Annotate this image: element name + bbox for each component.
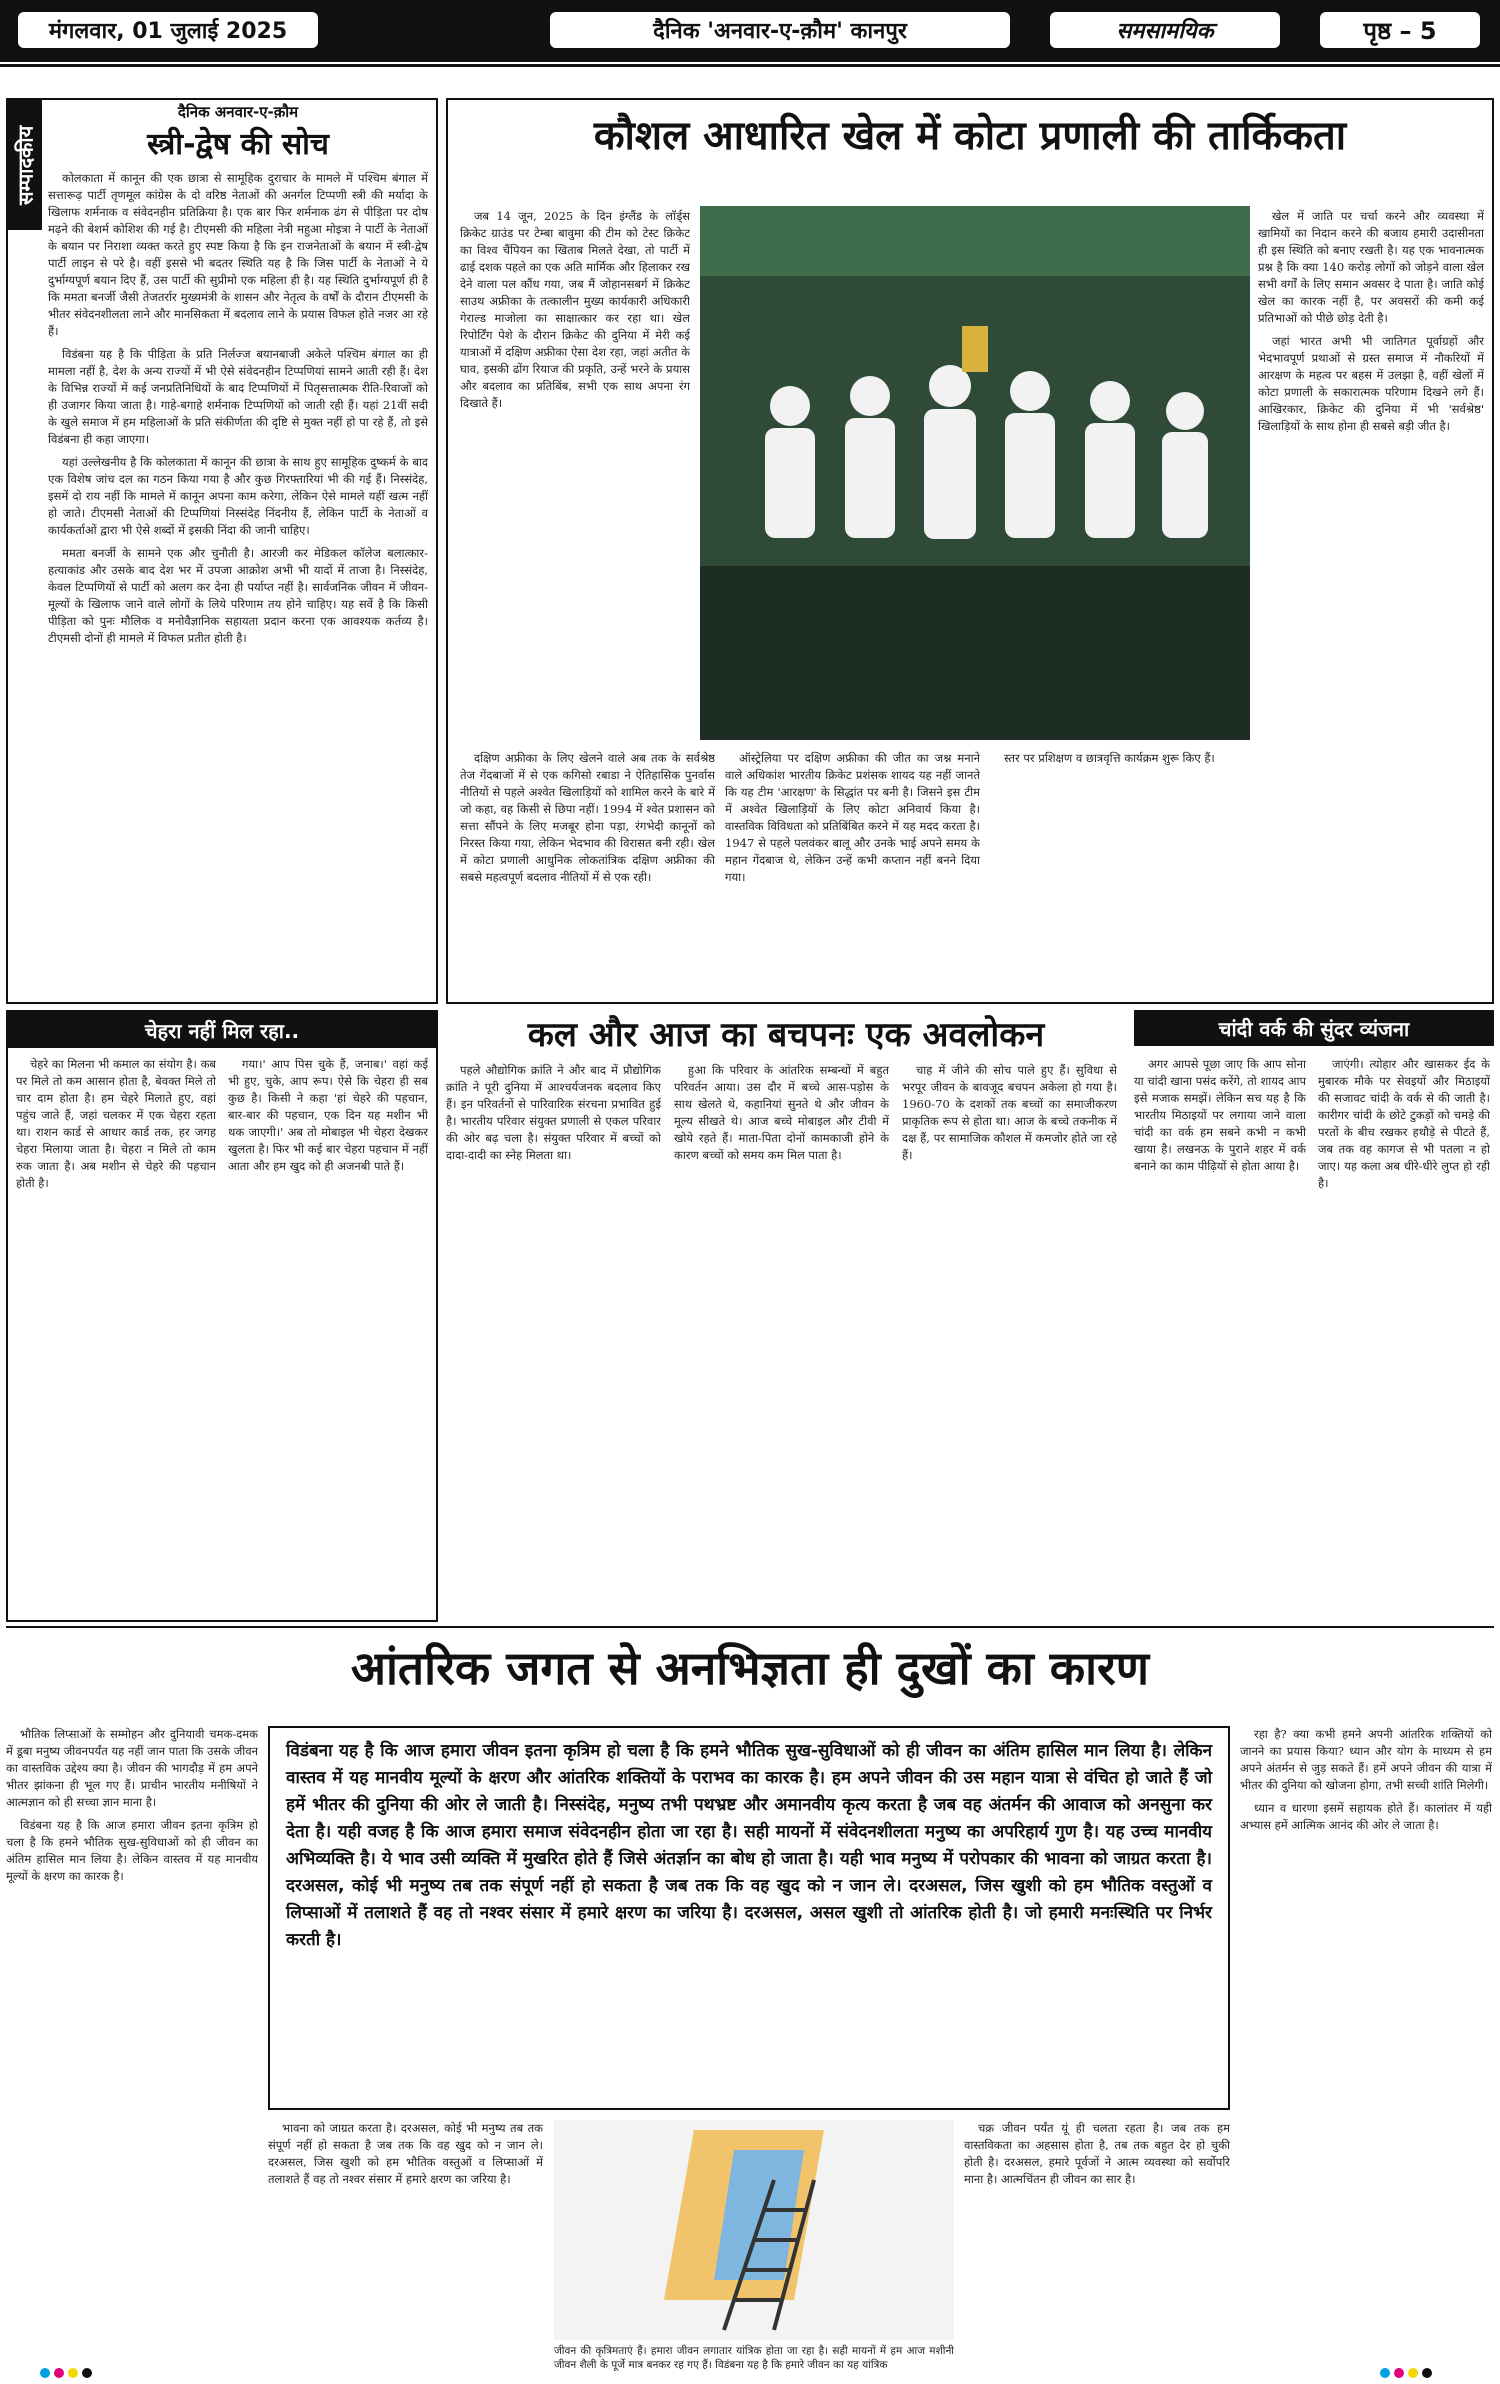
lead-para: दक्षिण अफ्रीका के लिए खेलने वाले अब तक के सर्वश्रेष्ठ तेज गेंदबाजों में से एक कगिसो रबाडा ने ऐतिहासिक पुनर्वास नीतियों से पहले अश्वेत खिलाड़ियों को शामिल करने के बारे में जो कहा, वह किसी से छिपा नहीं। 1994 में श्वेत प्रशासन को सत्ता सौंपने के लिए मजबूर होना पड़ा, रंगभेदी कानूनों को निरस्त किया गया, लेकिन भेदभाव की विरासत बनी रही। खेल में कोटा प्रणाली आधुनिक लोकतांत्रिक दक्षिण अफ्रीका की सबसे महत्वपूर्ण बदलाव नीतियों में से एक रही। bbox=[460, 751, 715, 884]
trophy-celebration-image bbox=[700, 206, 1250, 740]
issue-date: मंगलवार, 01 जुलाई 2025 bbox=[18, 12, 318, 48]
silver-headline: चांदी वर्क की सुंदर व्यंजना bbox=[1134, 1010, 1494, 1046]
face-story-box bbox=[6, 1010, 438, 1622]
silver-story bbox=[1134, 1010, 1494, 1622]
lead-headline: कौशल आधारित खेल में कोटा प्रणाली की तार्किकता bbox=[593, 113, 1347, 159]
face-col-1 bbox=[16, 1056, 216, 1616]
childhood-headline: कल और आज का बचपनः एक अवलोकन bbox=[527, 1015, 1045, 1055]
inner-left-col bbox=[6, 1726, 258, 2370]
section-name: समसामयिक bbox=[1050, 12, 1280, 48]
face-headline: चेहरा नहीं मिल रहा.. bbox=[8, 1012, 436, 1048]
magenta-dot bbox=[1394, 2368, 1404, 2378]
inner-headline: आंतरिक जगत से अनभिज्ञता ही दुखों का कारण bbox=[350, 1641, 1150, 1695]
registration-marks-left bbox=[40, 2368, 92, 2378]
editorial-body bbox=[48, 170, 428, 995]
lead-col-3 bbox=[990, 750, 1245, 995]
lead-col-1 bbox=[460, 208, 690, 738]
childhood-story bbox=[446, 1010, 1126, 1622]
yellow-dot bbox=[1408, 2368, 1418, 2378]
ladder-window-image bbox=[554, 2120, 954, 2340]
lead-para: जब 14 जून, 2025 के दिन इंग्लैंड के लॉर्ड्स क्रिकेट ग्राउंड पर टेम्बा बावुमा की टीम को टेस्ट क्रिकेट का विश्व चैंपियन का खिताब मिलते देखा, तो पार्टी में ढाई दशक पहले का एक अति मार्मिक और हिलाकर रख देने वाला पल कौंध गया, जब मैं जोहानसबर्ग में क्रिकेट साउथ अफ्रीका के तत्कालीन मुख्य कार्यकारी अधिकारी गेराल्ड माजोला का साक्षात्कार कर रहा था। खेल रिपोर्टिंग पेशे के दौरान क्रिकेट की दुनिया में मेरी कई यात्राओं में दक्षिण अफ्रीका ऐसा देश रहा, जहां अतीत के घाव, इसकी ढोंग रियाज की प्रकृति, उन्हें भरने के प्रयास और बदलाव का प्रतिबिंब, सभी एक साथ अपना रंग दिखाते हैं। bbox=[460, 209, 690, 410]
black-dot bbox=[1422, 2368, 1432, 2378]
inner-bottom-col-1 bbox=[268, 2120, 543, 2375]
face-para: गया।' आप पिस चुके हैं, जनाब।' वहां कई भी हुए, चुके, आप रूप। ऐसे कि चेहरा ही सब कुछ है। किसी ने कहा 'हां चेहरे की पहचान, बार-बार की पहचान, एक दिन यह मशीन भी थक जाएगी।' अब तो मोबाइल भी चेहरा देखकर खुलता है। फिर भी कई बार चेहरा पहचान में नहीं आता और हम खुद को ही अजनबी पाते हैं। bbox=[228, 1057, 428, 1173]
inner-illustration bbox=[554, 2120, 954, 2340]
inner-world-story bbox=[6, 1630, 1494, 2380]
lead-col-2 bbox=[460, 750, 715, 995]
silver-col-1 bbox=[1134, 1056, 1306, 1616]
lead-story-box bbox=[446, 98, 1494, 1004]
yellow-dot bbox=[68, 2368, 78, 2378]
editorial-kicker: दैनिक अनवार-ए-क़ौम bbox=[177, 103, 299, 121]
magenta-dot bbox=[54, 2368, 64, 2378]
childhood-col-2 bbox=[674, 1062, 889, 1617]
registration-marks-right bbox=[1380, 2368, 1432, 2378]
editorial-side-tab: सम्पादकीय bbox=[8, 100, 42, 230]
editorial-para: यहां उल्लेखनीय है कि कोलकाता में कानून की छात्रा के साथ हुए सामूहिक दुष्कर्म के बाद एक विशेष जांच दल का गठन किया गया है और कुछ गिरफ्तारियां भी की गई हैं। निस्संदेह, इसमें दो राय नहीं कि मामले में कानून अपना काम करेगा, लेकिन ऐसे मामले यहीं खत्म नहीं हो जाते। टीएमसी नेताओं की टिप्पणियां निस्संदेह निंदनीय हैं, लेकिन पार्टी के नेताओं व कार्यकर्ताओं द्वारा भी ऐसे शब्दों में इसकी निंदा की जानी चाहिए। bbox=[48, 455, 428, 537]
childhood-col-1 bbox=[446, 1062, 661, 1617]
page-number: पृष्ठ – 5 bbox=[1320, 12, 1480, 48]
lead-para: जहां भारत अभी भी जातिगत पूर्वाग्रहों और भेदभावपूर्ण प्रथाओं से ग्रस्त समाज में नौकरियों में आरक्षण के महत्व पर बहस में उलझा है, वहीं खेलों में कोटा प्रणाली के सकारात्मक परिणाम दिखने लगे हैं। आखिरकार, क्रिकेट की दुनिया में भी 'सर्वश्रेष्ठ' खिलाड़ियों के साथ होना ही सबसे बड़ी जीत है। bbox=[1258, 334, 1484, 433]
inner-para: चक्र जीवन पर्यंत यूं ही चलता रहता है। जब तक हम वास्तविकता का अहसास होता है, तब तक बहुत देर हो चुकी होती है। दरअसल, हमारे पूर्वजों ने आत्म व्यवस्था को सर्वोपरि माना है। आत्मचिंतन ही जीवन का सार है। bbox=[964, 2121, 1230, 2186]
childhood-para: चाह में जीने की सोच पाले हुए हैं। सुविधा से भरपूर जीवन के बावजूद बचपन अकेला हो गया है। 1960-70 के दशकों तक बच्चों का समाजीकरण प्राकृतिक रूप से होता था। आज के बच्चे तकनीक में दक्ष हैं, पर सामाजिक कौशल में कमजोर होते जा रहे हैं। bbox=[902, 1063, 1117, 1162]
silver-para: अगर आपसे पूछा जाए कि आप सोना या चांदी खाना पसंद करेंगे, तो शायद आप इसे मजाक समझें। लेकिन सच यह है कि भारतीय मिठाइयों पर लगाया जाने वाला चांदी का वर्क हम सबने कभी न कभी खाया है। लखनऊ के पुराने शहर में वर्क बनाने का काम पीढ़ियों से होता आया है। bbox=[1134, 1057, 1306, 1173]
childhood-para: हुआ कि परिवार के आंतरिक सम्बन्धों में बहुत परिवर्तन आया। उस दौर में बच्चे आस-पड़ोस के साथ खेलते थे, कहानियां सुनते थे और जीवन के मूल्य सीखते थे। आज बच्चे मोबाइल और टीवी में खोये रहते हैं। माता-पिता दोनों कामकाजी होने के कारण बच्चों को समय कम मिल पाता है। bbox=[674, 1063, 889, 1162]
silver-col-2 bbox=[1318, 1056, 1490, 1616]
cricket-team-photo bbox=[700, 206, 1250, 740]
lead-para: ऑस्ट्रेलिया पर दक्षिण अफ्रीका की जीत का जश्न मनाने वाले अधिकांश भारतीय क्रिकेट प्रशंसक शायद यह नहीं जानते कि यह टीम 'आरक्षण' के सिद्धांत पर बनी है। जिसने इस टीम में अश्वेत खिलाड़ियों के लिए कोटा अनिवार्य किया है। वास्तविक विविधता को प्रतिबिंबित करने में यह मदद करता है। 1947 से पहले पलवंकर बालू और उनके भाई अपने समय के महान गेंदबाज थे, लेकिन उन्हें कभी कप्तान नहीं बनने दिया गया। bbox=[725, 751, 980, 884]
inner-para: विडंबना यह है कि आज हमारा जीवन इतना कृत्रिम हो चला है कि हमने भौतिक सुख-सुविधाओं को ही जीवन का अंतिम हासिल मान लिया है। लेकिन वास्तव में यह मानवीय मूल्यों के क्षरण का कारक है। bbox=[6, 1818, 258, 1883]
lead-col-4 bbox=[1258, 208, 1484, 996]
lead-para: स्तर पर प्रशिक्षण व छात्रवृत्ति कार्यक्रम शुरू किए हैं। bbox=[1004, 751, 1215, 765]
editorial-para: ममता बनर्जी के सामने एक और चुनौती है। आरजी कर मेडिकल कॉलेज बलात्कार-हत्याकांड और उसके बाद देश भर में उपजा आक्रोश अभी भी यादों में ताजा है। निस्संदेह, केवल टिप्पणियों से पार्टी को अलग कर देना ही पर्याप्त नहीं है। सार्वजनिक जीवन में जीवन-मूल्यों के खिलाफ जाने वाले लोगों के लिये परिणाम तय होने चाहिए। यह सर्वे है कि किसी पीड़िता को पुनः मौलिक व मनोवैज्ञानिक सहायता प्रदान करना एक आवश्यक कर्तव्य है। टीएमसी दोनों ही मामले में विफल प्रतीत होती है। bbox=[48, 546, 428, 645]
editorial-para: कोलकाता में कानून की एक छात्रा से सामूहिक दुराचार के मामले में पश्चिम बंगाल में सत्तारूढ़ पार्टी तृणमूल कांग्रेस के दो वरिष्ठ नेताओं की अनर्गल टिप्पणी स्त्री की मर्यादा के खिलाफ शर्मनाक व संवेदनहीन प्रतिक्रिया है। एक बार फिर शर्मनाक ढंग से पीड़िता पर दोष मढ़ने की बेशर्म कोशिश की गई है। टीएमसी की महिला नेत्री महुआ मोइत्रा ने पार्टी के नेताओं के बयान पर निराशा व्यक्त करते हुए स्पष्ट किया है कि इन राजनेताओं के बयान में स्त्री-द्वेष पार्टी लाइन से परे है। वहीं इससे भी बदतर स्थिति यह है कि जिस पार्टी के नेताओं ने ये दुर्भाग्यपूर्ण बयान दिए हैं, उस पार्टी की सुप्रीमो एक महिला ही है। यह स्थिति दुर्भाग्यपूर्ण ही है कि ममता बनर्जी जैसी तेजतर्रार मुख्यमंत्री के शासन और नेतृत्व के वर्षों के दौरान टीएमसी के भीतर संवेदनशीलता लाने और मानसिकता में बदलाव लाने के प्रयास विफल होते नजर आ रहे हैं। bbox=[48, 171, 428, 338]
inner-pull-box: विडंबना यह है कि आज हमारा जीवन इतना कृत्रिम हो चला है कि हमने भौतिक सुख-सुविधाओं को ही जीवन का अंतिम हासिल मान लिया है। लेकिन वास्तव में यह मानवीय मूल्यों के क्षरण और आंतरिक शक्तियों के पराभव का कारक है। हम अपने जीवन की उस महान यात्रा से वंचित हो जाते हैं जो हमें भीतर की दुनिया की ओर ले जाती है। निस्संदेह, मनुष्य तभी पथभ्रष्ट और अमानवीय कृत्य करता है जब वह अंतर्मन की आवाज को अनसुना कर देता है। यही वजह है कि आज हमारा समाज संवेदनहीन होता जा रहा है। सही मायनों में संवेदनशीलता मनुष्य का अपरिहार्य गुण है। यह उच्च मानवीय अभिव्यक्ति है। ये भाव उसी व्यक्ति में मुखरित होते हैं जिसे अंतर्ज्ञान का बोध हो जाता है। यही भाव मनुष्य में परोपकार की भावना को जाग्रत करता है। दरअसल, कोई भी मनुष्य तब तक संपूर्ण नहीं हो सकता है जब तक कि वह खुद को न जान ले। दरअसल, जिस खुशी को हम भौतिक वस्तुओं व लिप्साओं में तलाशते हैं वह तो नश्वर संसार में हमारे क्षरण का जरिया है। दरअसल, असल खुशी तो आंतरिक होती है। जो हमारी मनःस्थिति पर निर्भर करती है। bbox=[268, 1726, 1230, 2110]
face-col-2 bbox=[228, 1056, 428, 1616]
inner-para: रहा है? क्या कभी हमने अपनी आंतरिक शक्तियों को जानने का प्रयास किया? ध्यान और योग के माध्यम से हम अपने अंतर्मन से जुड़ सकते हैं। हमें अपने जीवन की यात्रा में भीतर की दुनिया को खोजना होगा, तभी सच्ची शांति मिलेगी। bbox=[1240, 1727, 1492, 1792]
lead-para: खेल में जाति पर चर्चा करने और व्यवस्था में खामियों का निदान करने की बजाय हमारी उदासीनता ही इस स्थिति को बनाए रखती है। यह एक भावनात्मक प्रश्न है कि क्या 140 करोड़ लोगों को जोड़ने वाला खेल सभी वर्गों के लिए समान अवसर दे पाता है। जाति कोई खेल का कारक नहीं है, पर अवसरों की कमी कई प्रतिभाओं को पीछे छोड़ देती है। bbox=[1258, 209, 1484, 325]
top-rule bbox=[0, 64, 1500, 67]
masthead-bar bbox=[0, 0, 1500, 62]
editorial-box bbox=[6, 98, 438, 1004]
cyan-dot bbox=[1380, 2368, 1390, 2378]
childhood-para: पहले औद्योगिक क्रांति ने और बाद में प्रौद्योगिक क्रांति ने पूरी दुनिया में आश्चर्यजनक बदलाव किए हैं। इन परिवर्तनों से पारिवारिक संरचना प्रभावित हुई है। भारतीय परिवार संयुक्त प्रणाली से एकल परिवार की ओर बढ़ चला है। संयुक्त परिवार में बच्चों को दादा-दादी का स्नेह मिलता था। bbox=[446, 1063, 661, 1162]
inner-para: भौतिक लिप्साओं के सम्मोहन और दुनियावी चमक-दमक में डूबा मनुष्य जीवनपर्यंत यह नहीं जान पाता कि उसके जीवन का वास्तविक उद्देश्य क्या है। जीवन की भागदौड़ में हम अपने भीतर झांकना ही भूल गए हैं। प्राचीन भारतीय मनीषियों ने आत्मज्ञान को ही सच्चा ज्ञान माना है। bbox=[6, 1727, 258, 1809]
black-dot bbox=[82, 2368, 92, 2378]
editorial-title: स्त्री-द्वेष की सोच bbox=[147, 127, 329, 162]
lead-col-2b bbox=[725, 750, 980, 995]
inner-bottom-col-2 bbox=[964, 2120, 1230, 2375]
editorial-para: विडंबना यह है कि पीड़िता के प्रति निर्लज्ज बयानबाजी अकेले पश्चिम बंगाल का ही मामला नहीं है, देश के अन्य राज्यों में भी ऐसे संवेदनहीन टिप्पणियां सामने आती रही हैं। देश के विभिन्न राज्यों में कई जनप्रतिनिधियों के बाद टिप्पणियों में पितृसत्तात्मक रीति-रिवाजों को ही उजागर किया जाता है। गाहे-बगाहे शर्मनाक टिप्पणियों को जाती रही हैं। यहां 21वीं सदी के खुले समाज में हम महिलाओं के प्रति संकीर्णता की दृष्टि से मुक्त नहीं हो पा रहे हैं, तो इसे विडंबना ही कहा जाएगा। bbox=[48, 347, 428, 446]
newspaper-name: दैनिक 'अनवार-ए-क़ौम' कानपुर bbox=[550, 12, 1010, 48]
inner-para: ध्यान व धारणा इसमें सहायक होते हैं। कालांतर में यही अभ्यास हमें आत्मिक आनंद की ओर ले जाता है। bbox=[1240, 1801, 1492, 1832]
childhood-col-3 bbox=[902, 1062, 1117, 1617]
middle-rule bbox=[6, 1626, 1494, 1628]
silver-para: जाएंगी। त्योहार और खासकर ईद के मुबारक मौके पर सेवइयों और मिठाइयों की सजावट चांदी के वर्क से की जाती है। कारीगर चांदी के छोटे टुकड़ों को चमड़े की परतों के बीच रखकर हथौड़े से पीटते हैं, जब तक वह कागज से भी पतला न हो जाए। यह कला अब धीरे-धीरे लुप्त हो रही है। bbox=[1318, 1057, 1490, 1190]
cyan-dot bbox=[40, 2368, 50, 2378]
inner-caption: जीवन की कृत्रिमताएं हैं। हमारा जीवन लगातार यांत्रिक होता जा रहा है। सही मायनों में हम आज मशीनी जीवन शैली के पूर्जे मात्र बनकर रह गए हैं। विडंबना यह है कि हमारे जीवन का यह यांत्रिक bbox=[554, 2345, 954, 2371]
face-para: चेहरे का मिलना भी कमाल का संयोग है। कब पर मिले तो कम आसान होता है, बेवक्त मिले तो चार दाम होता है। हम चेहरे मिलाते हुए, वहां पहुंच जाते हैं, जहां चलकर में एक चेहरा रहता था। राशन कार्ड से आधार कार्ड तक, हर जगह चेहरा मिलाया जाता है। चेहरा न मिले तो काम रुक जाता है। अब मशीन से चेहरे की पहचान होती है। bbox=[16, 1057, 216, 1190]
inner-right-col bbox=[1240, 1726, 1492, 2370]
inner-para: भावना को जाग्रत करता है। दरअसल, कोई भी मनुष्य तब तक संपूर्ण नहीं हो सकता है जब तक कि वह खुद को न जान ले। दरअसल, जिस खुशी को हम भौतिक वस्तुओं व लिप्साओं में तलाशते हैं वह तो नश्वर संसार में हमारे क्षरण का जरिया है। bbox=[268, 2121, 543, 2186]
